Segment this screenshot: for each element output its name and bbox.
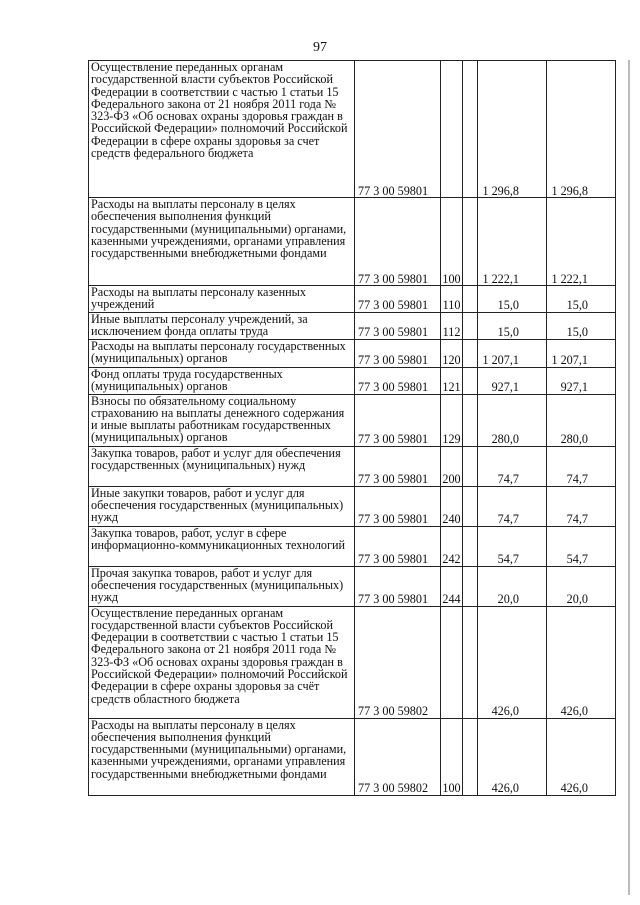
- target-code-cell: 77 3 00 59801: [355, 566, 441, 606]
- amount-cell-1: 1 296,8: [478, 61, 547, 198]
- target-code-cell: 77 3 00 59801: [355, 198, 441, 286]
- amount-cell-1: 20,0: [478, 566, 547, 606]
- expense-name-cell: Фонд оплаты труда государственных (муниципальных) органов: [89, 367, 355, 394]
- table-row: [89, 394, 616, 446]
- expense-name-cell: Прочая закупка товаров, работ и услуг для обеспечения государственных (муниципальных) нужд: [89, 566, 355, 606]
- table-row: [89, 339, 616, 367]
- amount-cell-2: 15,0: [547, 312, 616, 339]
- amount-cell-1: 1 222,1: [478, 198, 547, 286]
- expense-type-cell: 240: [441, 486, 463, 526]
- target-code-cell: 77 3 00 59801: [355, 394, 441, 446]
- table-row: [89, 61, 616, 198]
- empty-cell: [463, 339, 478, 367]
- expense-type-cell: 200: [441, 446, 463, 486]
- target-code-cell: 77 3 00 59801: [355, 526, 441, 566]
- empty-cell: [463, 718, 478, 795]
- empty-cell: [463, 198, 478, 286]
- table-row: [89, 446, 616, 486]
- expense-name-cell: Расходы на выплаты персоналу в целях обеспечения выполнения функций государственными (муниципальными) органами, казенными учреждениями, органами управления государственными внебюджетными фондами: [89, 198, 355, 286]
- amount-cell-1: 15,0: [478, 286, 547, 313]
- expense-name-cell: Закупка товаров, работ и услуг для обеспечения государственных (муниципальных) нужд: [89, 446, 355, 486]
- amount-cell-2: 74,7: [547, 446, 616, 486]
- expense-name-cell: Взносы по обязательному социальному страхованию на выплаты денежного содержания и иные выплаты работникам государственных (муниципальных) органов: [89, 394, 355, 446]
- expense-name-cell: Осуществление переданных органам государственной власти субъектов Российской Федерации в соответствии с частью 1 статьи 15 Федерального закона от 21 ноября 2011 года № 323-ФЗ «Об основах охраны здоровья граждан в Российской Федерации» полномочий Российской Федерации в сфере охраны здоровья за счёт средств областного бюджета: [89, 606, 355, 718]
- amount-cell-2: 280,0: [547, 394, 616, 446]
- amount-cell-1: 1 207,1: [478, 339, 547, 367]
- empty-cell: [463, 446, 478, 486]
- expense-type-cell: 112: [441, 312, 463, 339]
- expense-type-cell: 242: [441, 526, 463, 566]
- amount-cell-1: 280,0: [478, 394, 547, 446]
- amount-cell-2: 54,7: [547, 526, 616, 566]
- expense-name-cell: Иные выплаты персоналу учреждений, за исключением фонда оплаты труда: [89, 312, 355, 339]
- expense-name-cell: Расходы на выплаты персоналу в целях обеспечения выполнения функций государственными (муниципальными) органами, казенными учреждениями, органами управления государственными внебюджетными фондами: [89, 718, 355, 795]
- empty-cell: [463, 606, 478, 718]
- amount-cell-2: 1 296,8: [547, 61, 616, 198]
- expense-type-cell: 120: [441, 339, 463, 367]
- empty-cell: [463, 367, 478, 394]
- target-code-cell: 77 3 00 59801: [355, 339, 441, 367]
- target-code-cell: 77 3 00 59801: [355, 286, 441, 313]
- table-row: [89, 312, 616, 339]
- table-row: [89, 606, 616, 718]
- table-row: [89, 718, 616, 795]
- amount-cell-2: 74,7: [547, 486, 616, 526]
- amount-cell-2: 927,1: [547, 367, 616, 394]
- amount-cell-1: 15,0: [478, 312, 547, 339]
- expense-type-cell: 244: [441, 566, 463, 606]
- amount-cell-2: 1 222,1: [547, 198, 616, 286]
- expense-type-cell: 100: [441, 718, 463, 795]
- amount-cell-2: 426,0: [547, 606, 616, 718]
- empty-cell: [463, 566, 478, 606]
- table-row: [89, 566, 616, 606]
- expense-type-cell: 129: [441, 394, 463, 446]
- budget-table-body: [89, 61, 616, 796]
- target-code-cell: 77 3 00 59801: [355, 446, 441, 486]
- table-row: [89, 526, 616, 566]
- budget-table: [88, 60, 616, 796]
- empty-cell: [463, 486, 478, 526]
- target-code-cell: 77 3 00 59802: [355, 718, 441, 795]
- empty-cell: [463, 61, 478, 198]
- amount-cell-2: 1 207,1: [547, 339, 616, 367]
- amount-cell-2: 15,0: [547, 286, 616, 313]
- target-code-cell: 77 3 00 59801: [355, 312, 441, 339]
- expense-type-cell: [441, 606, 463, 718]
- amount-cell-1: 54,7: [478, 526, 547, 566]
- amount-cell-1: 426,0: [478, 606, 547, 718]
- target-code-cell: 77 3 00 59801: [355, 486, 441, 526]
- expense-name-cell: Расходы на выплаты персоналу государственных (муниципальных) органов: [89, 339, 355, 367]
- expense-type-cell: 121: [441, 367, 463, 394]
- page-number: 97: [313, 40, 327, 55]
- table-row: [89, 286, 616, 313]
- target-code-cell: 77 3 00 59801: [355, 61, 441, 198]
- target-code-cell: 77 3 00 59801: [355, 367, 441, 394]
- empty-cell: [463, 312, 478, 339]
- expense-name-cell: Закупка товаров, работ, услуг в сфере информационно-коммуникационных технологий: [89, 526, 355, 566]
- amount-cell-1: 74,7: [478, 446, 547, 486]
- amount-cell-1: 426,0: [478, 718, 547, 795]
- table-row: [89, 198, 616, 286]
- empty-cell: [463, 526, 478, 566]
- target-code-cell: 77 3 00 59802: [355, 606, 441, 718]
- empty-cell: [463, 286, 478, 313]
- expense-type-cell: 110: [441, 286, 463, 313]
- expense-name-cell: Иные закупки товаров, работ и услуг для обеспечения государственных (муниципальных) нужд: [89, 486, 355, 526]
- table-row: [89, 486, 616, 526]
- expense-type-cell: 100: [441, 198, 463, 286]
- amount-cell-2: 426,0: [547, 718, 616, 795]
- amount-cell-1: 927,1: [478, 367, 547, 394]
- table-row: [89, 367, 616, 394]
- amount-cell-2: 20,0: [547, 566, 616, 606]
- expense-type-cell: [441, 61, 463, 198]
- expense-name-cell: Расходы на выплаты персоналу казенных учреждений: [89, 286, 355, 313]
- page-edge-shadow: [628, 60, 630, 895]
- empty-cell: [463, 394, 478, 446]
- expense-name-cell: Осуществление переданных органам государственной власти субъектов Российской Федерации в соответствии с частью 1 статьи 15 Федерального закона от 21 ноября 2011 года № 323-ФЗ «Об основах охраны здоровья граждан в Российской Федерации» полномочий Российской Федерации в сфере охраны здоровья за счет средств федерального бюджета: [89, 61, 355, 198]
- amount-cell-1: 74,7: [478, 486, 547, 526]
